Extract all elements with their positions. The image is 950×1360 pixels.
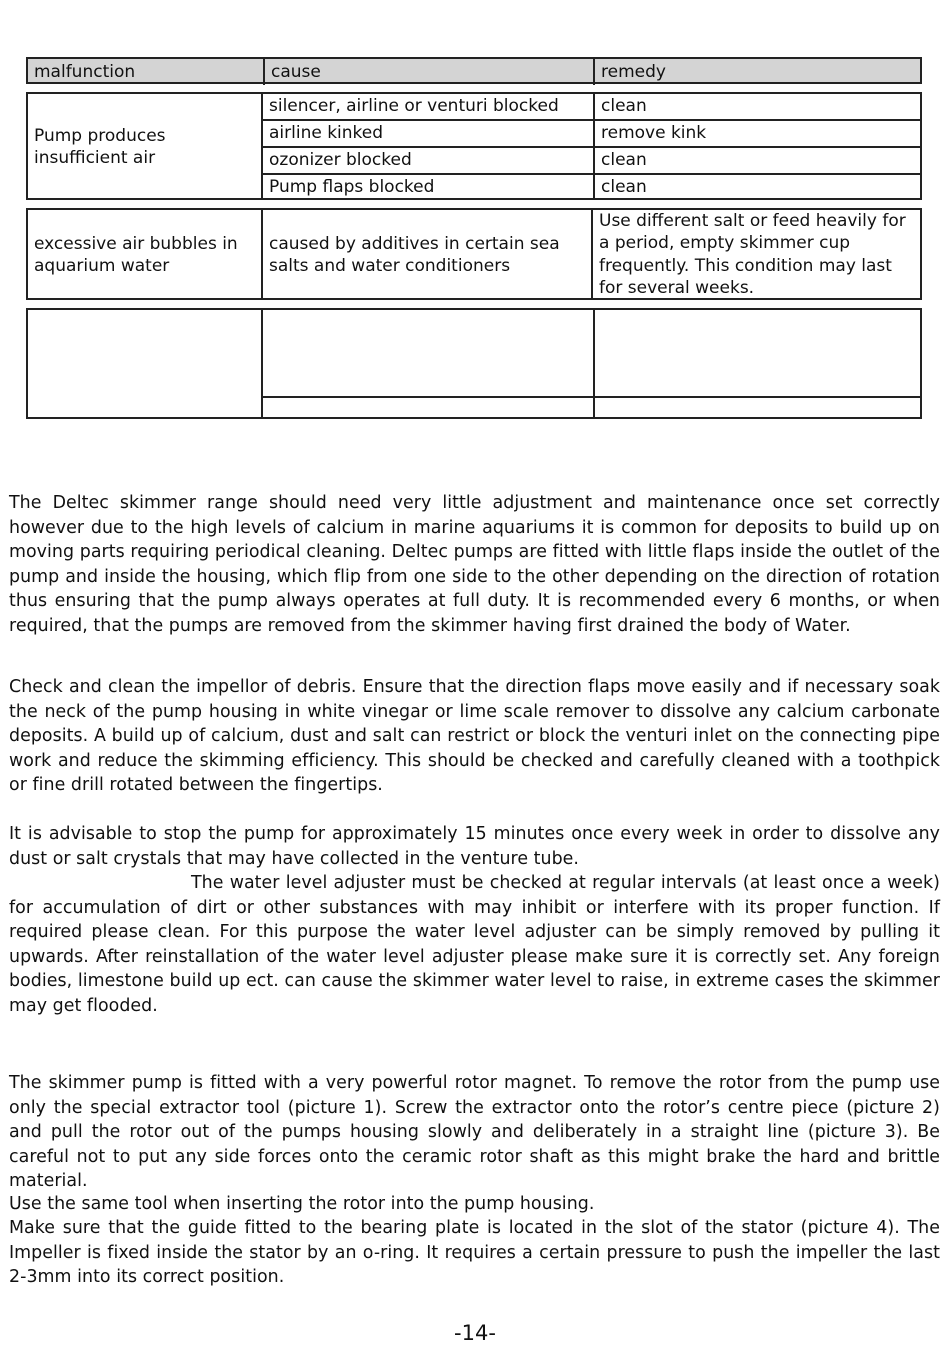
water-level-adjuster-paragraph bbox=[9, 871, 940, 1018]
cause-cell: airline kinked bbox=[269, 123, 384, 143]
empty-remedy-cell bbox=[593, 310, 920, 396]
guide-bearing-paragraph: Make sure that the guide fitted to the bearing plate is located in the slot of the stator (picture 4). The Impeller is fixed inside the stator by an o-ring. It requires a certain pressure to push the impeller the last 2-3mm into its correct position. bbox=[9, 1218, 940, 1287]
table-header-row bbox=[26, 57, 922, 84]
header-cause: cause bbox=[263, 59, 593, 85]
cause-cell: Pump flaps blocked bbox=[269, 177, 435, 197]
header-remedy: remedy bbox=[593, 59, 920, 85]
table-group-empty bbox=[26, 308, 922, 419]
rotor-removal-paragraph: The skimmer pump is fitted with a very powerful rotor magnet. To remove the rotor from the pump use only the special extractor tool (picture 1). Screw the extractor onto the rotor’s centre piece (picture 2) and pull the rotor out of the pumps housing slowly and deliberately in a straight line (picture 3). Be careful not to put any side forces onto the ceramic rotor shaft as this might brake the hard and brittle material. bbox=[9, 1073, 940, 1191]
table-row bbox=[263, 310, 920, 396]
empty-cause-cell bbox=[263, 398, 593, 419]
table-row bbox=[263, 396, 920, 419]
table-row bbox=[263, 173, 920, 200]
remedy-cell: clean bbox=[593, 94, 920, 119]
remedy-cell: clean bbox=[593, 175, 920, 200]
remedy-cell: remove kink bbox=[593, 121, 920, 146]
page-number: -14- bbox=[454, 1321, 496, 1345]
impellor-cleaning-paragraph: Check and clean the impellor of debris. Ensure that the direction flaps move easily and if necessary soak the neck of the pump housing in white vinegar or lime scale remover to dissolve any calcium carbonate deposits. A build up of calcium, dust and salt can restrict or block the venturi inlet on the connecting pipe work and reduce the skimming efficiency. This should be checked and carefully cleaned with a toothpick or fine drill rotated between the fingertips. bbox=[9, 677, 940, 795]
rotor-insert-paragraph: Use the same tool when inserting the rotor into the pump housing. bbox=[9, 1194, 595, 1214]
remedy-cell: clean bbox=[593, 148, 920, 173]
cause-cell: ozonizer blocked bbox=[269, 150, 412, 170]
empty-malfunction-cell bbox=[28, 310, 263, 419]
empty-rows bbox=[263, 310, 920, 419]
remedy-cell: Use different salt or feed heavily for a period, empty skimmer cup frequently. This condition may last for several weeks. bbox=[599, 211, 906, 298]
malfunction-cell: excessive air bubbles in aquarium water bbox=[28, 210, 263, 299]
empty-remedy-cell bbox=[593, 398, 920, 419]
header-malfunction: malfunction bbox=[34, 62, 136, 82]
empty-cause-cell bbox=[263, 310, 593, 396]
water-level-adjuster-text: The water level adjuster must be checked at regular intervals (at least once a week) for accumulation of dirt or other substances with may inhibit or interfere with its proper function. If required please clean. For this purpose the water level adjuster can be simply removed by pulling it upwards. After reinstallation of the water level adjuster please make sure it is correctly set. Any foreign bodies, limestone build up ect. can cause the skimmer water level to raise, in extreme cases the skimmer may get flooded. bbox=[9, 873, 940, 1016]
table-row bbox=[263, 94, 920, 119]
table-row bbox=[263, 119, 920, 146]
pump-stop-paragraph: It is advisable to stop the pump for approximately 15 minutes once every week in order to dissolve any dust or salt crystals that may have collected in the venture tube. bbox=[9, 824, 940, 869]
malfunction-cell: Pump produces insufficient air bbox=[28, 94, 263, 200]
cause-cell: caused by additives in certain sea salts and water conditioners bbox=[263, 210, 593, 299]
table-group-air-bubbles bbox=[26, 208, 922, 300]
maintenance-intro-paragraph: The Deltec skimmer range should need very little adjustment and maintenance once set correctly however due to the high levels of calcium in marine aquariums it is common for deposits to build up on moving parts requiring periodical cleaning. Deltec pumps are fitted with little flaps inside the outlet of the pump and inside the housing, which flip from one side to the other depending on the direction of rotation thus ensuring that the pump always operates at full duty. It is recommended every 6 months, or when required, that the pumps are removed from the skimmer having first drained the body of Water. bbox=[9, 493, 940, 636]
cause-remedy-rows bbox=[263, 94, 920, 200]
cause-cell: silencer, airline or venturi blocked bbox=[269, 96, 559, 116]
table-group-insufficient-air bbox=[26, 92, 922, 200]
table-row bbox=[263, 146, 920, 173]
